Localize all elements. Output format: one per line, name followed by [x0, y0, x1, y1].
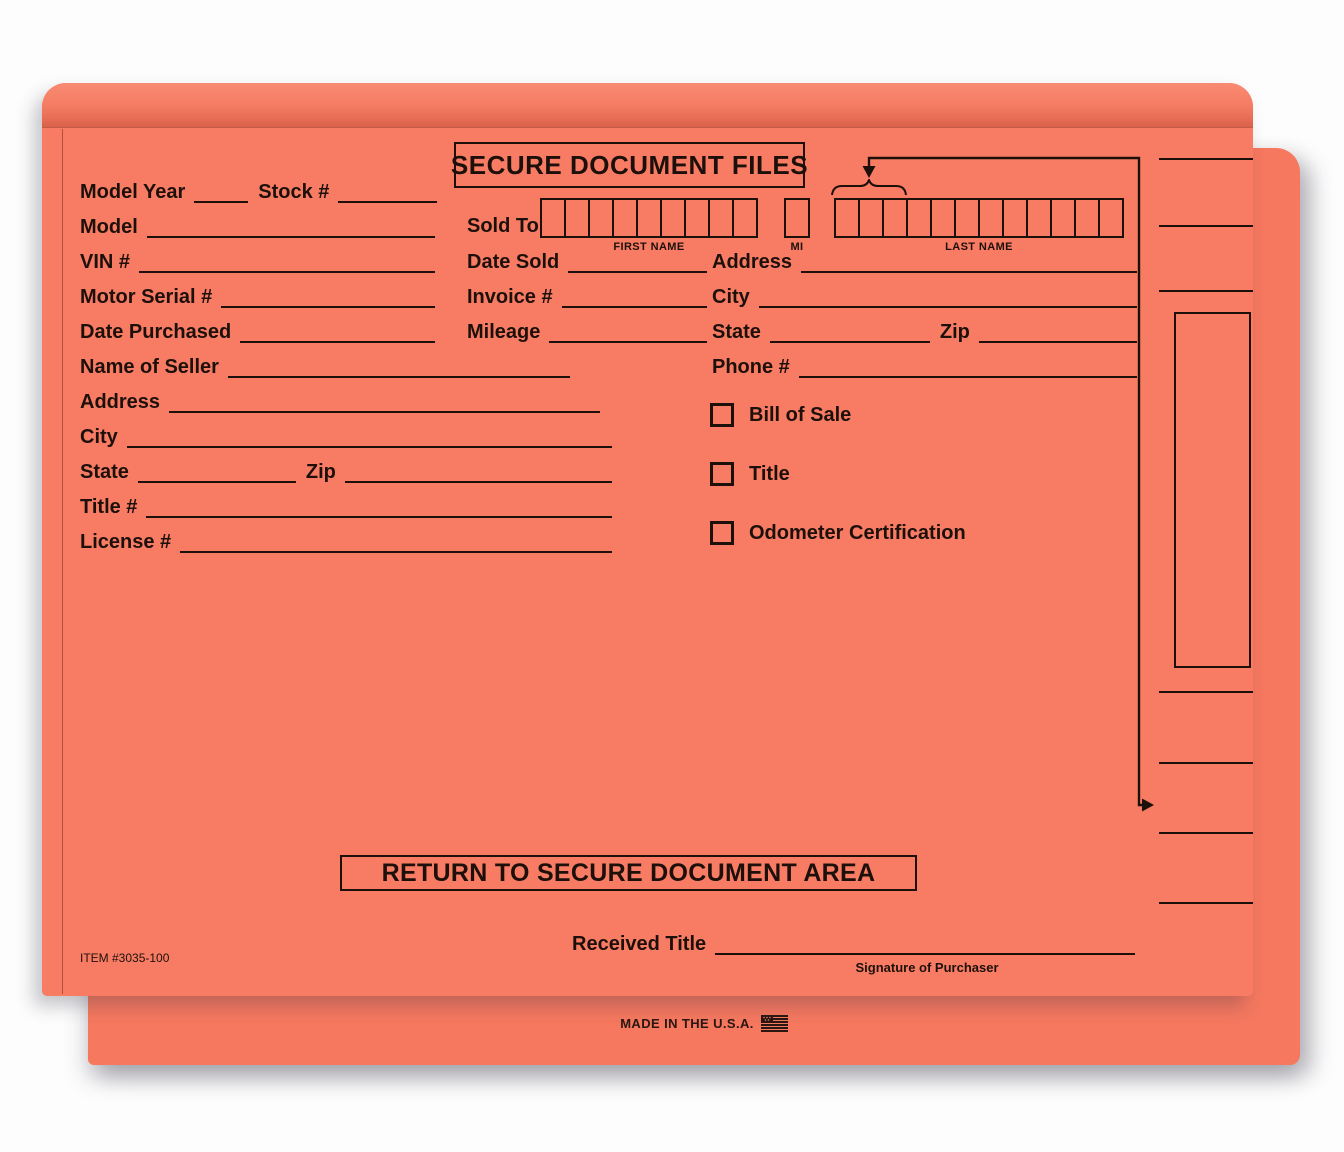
vin-label: VIN #	[80, 251, 131, 273]
sold-to-label-row	[467, 210, 547, 240]
motor-serial-label: Motor Serial #	[80, 286, 213, 308]
last-name-boxes	[834, 198, 1124, 238]
name-box-cell	[684, 198, 710, 238]
made-in-usa-label: MADE IN THE U.S.A.	[620, 1015, 754, 1031]
mi-box	[784, 198, 810, 238]
tab-rule-4	[1159, 691, 1253, 693]
invoice-no-line	[562, 288, 707, 308]
us-flag-icon	[761, 1015, 788, 1032]
name-box-cell	[1050, 198, 1076, 238]
field-row-name-of-seller	[80, 351, 572, 381]
seller-address-label: Address	[80, 391, 161, 413]
name-of-seller-label: Name of Seller	[80, 356, 219, 378]
tab-rule-7	[1159, 902, 1253, 904]
title-checkbox	[710, 462, 734, 486]
name-box-cell	[612, 198, 638, 238]
tab-rule-3	[1159, 290, 1253, 292]
tab-rule-5	[1159, 762, 1253, 764]
buyer-state-line	[770, 323, 930, 343]
page-title: SECURE DOCUMENT FILES	[454, 142, 805, 188]
name-box-cell	[1002, 198, 1028, 238]
model-year-label: Model Year	[80, 181, 186, 203]
tab-rule-6	[1159, 832, 1253, 834]
name-box-cell	[858, 198, 884, 238]
model-label: Model	[80, 216, 138, 238]
vin-line	[139, 253, 435, 273]
field-row-seller-address	[80, 386, 602, 416]
buyer-address-label: Address	[712, 251, 793, 273]
phone-line	[799, 358, 1137, 378]
seller-state-label: State	[80, 461, 129, 483]
field-row-phone	[712, 351, 1139, 381]
seller-state-line	[138, 463, 296, 483]
signature-caption: Signature of Purchaser	[855, 960, 999, 975]
buyer-city-label: City	[712, 286, 750, 308]
seller-city-line	[127, 428, 612, 448]
tab-rule-1	[1159, 158, 1253, 160]
invoice-no-label: Invoice #	[467, 286, 553, 308]
checkbox-row-bill-of-sale	[710, 400, 851, 430]
received-title-label: Received Title	[572, 933, 707, 955]
model-line	[147, 218, 435, 238]
seller-address-line	[169, 393, 600, 413]
date-sold-line	[568, 253, 707, 273]
title-no-label: Title #	[80, 496, 138, 518]
buyer-address-line	[801, 253, 1137, 273]
name-box-cell	[660, 198, 686, 238]
license-no-line	[180, 533, 612, 553]
last-name-brace	[830, 179, 908, 196]
field-row-vin	[80, 246, 437, 276]
buyer-state-label: State	[712, 321, 761, 343]
last-name-caption: LAST NAME	[945, 241, 1013, 253]
name-of-seller-line	[228, 358, 570, 378]
name-box-cell	[954, 198, 980, 238]
tab-rule-2	[1159, 225, 1253, 227]
buyer-zip-label: Zip	[939, 321, 970, 343]
date-purchased-label: Date Purchased	[80, 321, 232, 343]
field-row-buyer-state-zip	[712, 316, 1139, 346]
tab-index-box	[1174, 312, 1251, 668]
phone-label: Phone #	[712, 356, 790, 378]
name-box-cell	[732, 198, 758, 238]
field-row-model	[80, 211, 437, 241]
field-row-modelyear-stock	[80, 176, 439, 206]
first-name-boxes	[540, 198, 758, 238]
odometer-checkbox	[710, 521, 734, 545]
mi-caption: MI	[790, 241, 804, 253]
field-row-title-no	[80, 491, 614, 521]
sold-to-label: Sold To	[467, 215, 539, 237]
name-box-cell	[882, 198, 908, 238]
envelope-flap	[42, 83, 1253, 128]
name-box-cell	[564, 198, 590, 238]
received-title-line	[715, 935, 1135, 955]
motor-serial-line	[221, 288, 435, 308]
name-box-cell	[834, 198, 860, 238]
made-in-usa	[584, 1012, 824, 1034]
field-row-buyer-address	[712, 246, 1139, 276]
name-box-cell	[1098, 198, 1124, 238]
title-label: Title	[749, 463, 790, 485]
field-row-buyer-city	[712, 281, 1139, 311]
bill-of-sale-label: Bill of Sale	[749, 404, 852, 426]
field-row-invoice	[467, 281, 709, 311]
stock-no-label: Stock #	[258, 181, 330, 203]
field-row-seller-state-zip	[80, 456, 614, 486]
item-number: ITEM #3035-100	[80, 951, 170, 965]
field-row-received-title	[572, 928, 1137, 958]
mileage-line	[549, 323, 707, 343]
date-sold-label: Date Sold	[467, 251, 560, 273]
field-row-date-purchased	[80, 316, 437, 346]
name-box-cell	[784, 198, 810, 238]
date-purchased-line	[240, 323, 435, 343]
name-box-cell	[708, 198, 734, 238]
stock-no-line	[338, 183, 437, 203]
name-box-cell	[1074, 198, 1100, 238]
field-row-license-no	[80, 526, 614, 556]
field-row-date-sold	[467, 246, 709, 276]
bill-of-sale-checkbox	[710, 403, 734, 427]
buyer-city-line	[759, 288, 1137, 308]
license-no-label: License #	[80, 531, 172, 553]
seller-zip-line	[345, 463, 612, 483]
mileage-label: Mileage	[467, 321, 541, 343]
checkbox-row-odometer	[710, 518, 966, 548]
left-crease-line	[62, 129, 63, 994]
first-name-caption: FIRST NAME	[613, 241, 685, 253]
name-box-cell	[636, 198, 662, 238]
seller-zip-label: Zip	[305, 461, 336, 483]
field-row-mileage	[467, 316, 709, 346]
name-box-cell	[930, 198, 956, 238]
return-notice: RETURN TO SECURE DOCUMENT AREA	[340, 855, 917, 891]
title-no-line	[146, 498, 612, 518]
odometer-label: Odometer Certification	[749, 522, 966, 544]
name-box-cell	[540, 198, 566, 238]
front-envelope	[42, 83, 1253, 996]
field-row-seller-city	[80, 421, 614, 451]
name-box-cell	[1026, 198, 1052, 238]
name-box-cell	[588, 198, 614, 238]
buyer-zip-line	[979, 323, 1137, 343]
seller-city-label: City	[80, 426, 118, 448]
field-row-motor-serial	[80, 281, 437, 311]
name-box-cell	[978, 198, 1004, 238]
checkbox-row-title	[710, 459, 790, 489]
model-year-line	[194, 183, 248, 203]
name-box-cell	[906, 198, 932, 238]
